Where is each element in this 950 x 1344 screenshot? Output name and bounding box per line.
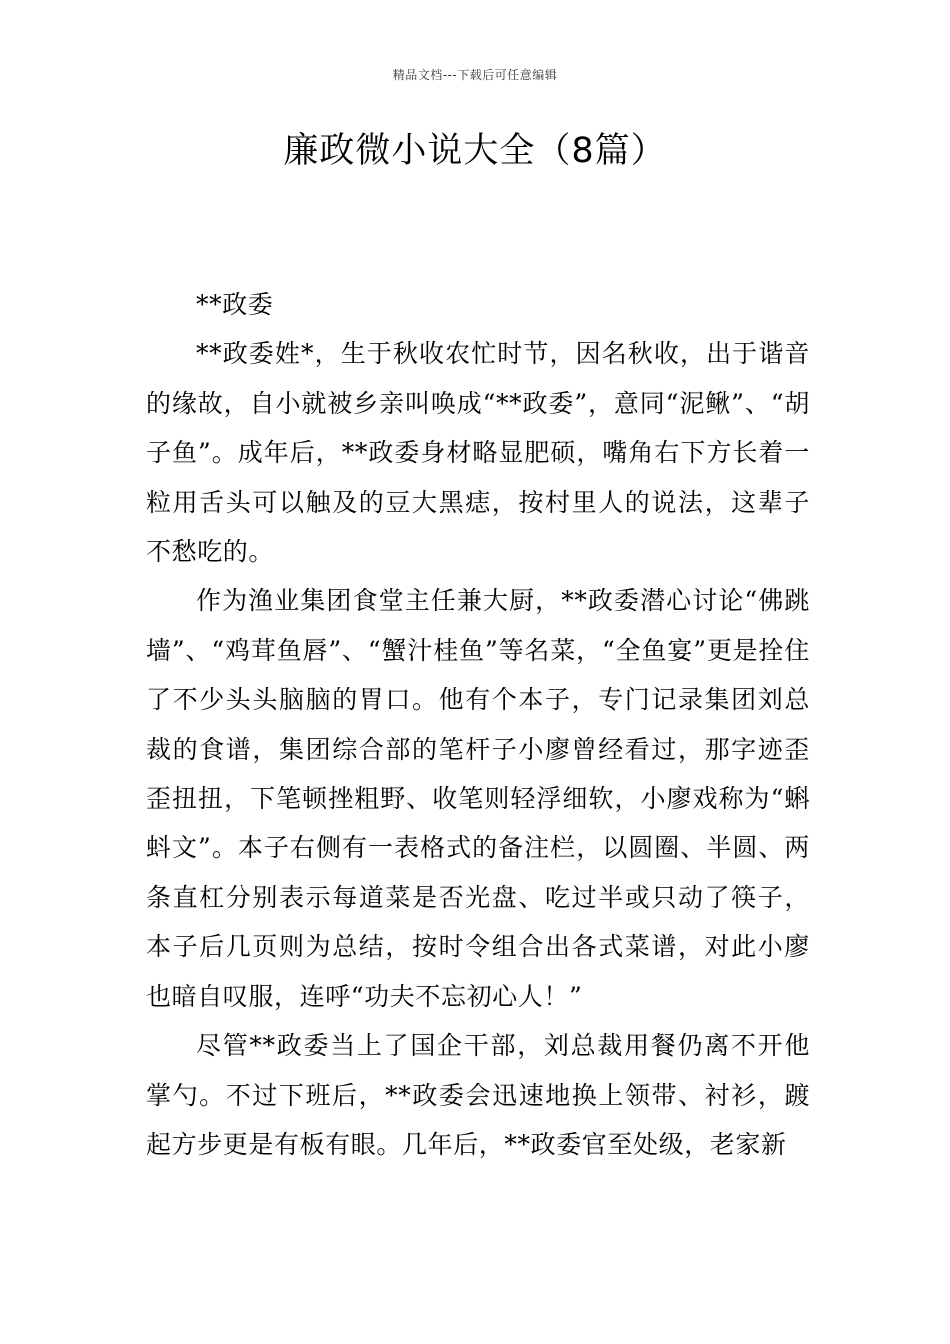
document-body	[146, 280, 810, 1169]
section-subheading: **政委	[196, 290, 274, 319]
document-title: 廉政微小说大全（8篇）	[283, 131, 667, 171]
body-paragraph-3: 尽管**政委当上了国企干部，刘总裁用餐仍离不开他掌勺。不过下班后，**政委会迅速地换上领带、衬衫，踱起方步更是有板有眼。几年后，**政委官至处级，老家新	[146, 1031, 810, 1159]
body-paragraph-2: 作为渔业集团食堂主任兼大厨，**政委潜心讨论“佛跳墙”、“鸡茸鱼唇”、“蟹汁桂鱼”等名菜，“全鱼宴”更是拴住了不少头头脑脑的胃口。他有个本子，专门记录集团刘总裁的食谱，集团综合部的笔杆子小廖曾经看过，那字迹歪歪扭扭，下笔顿挫粗野、收笔则轻浮细软，小廖戏称为“蝌蚪文”。本子右侧有一表格式的备注栏，以圆圈、半圆、两条直杠分别表示每道菜是否光盘、吃过半或只动了筷子，本子后几页则为总结，按时令组合出各式菜谱，对此小廖也暗自叹服，连呼“功夫不忘初心人！”	[146, 586, 810, 1011]
body-paragraph-1: **政委姓*，生于秋收农忙时节，因名秋收，出于谐音的缘故，自小就被乡亲叫唤成“**政委”，意同“泥鳅”、“胡子鱼”。成年后，**政委身材略显肥硕，嘴角右下方长着一粒用舌头可以触及的豆大黑痣，按村里人的说法，这辈子不愁吃的。	[146, 339, 810, 567]
header-note: 精品文档---下载后可任意编辑	[392, 68, 558, 82]
